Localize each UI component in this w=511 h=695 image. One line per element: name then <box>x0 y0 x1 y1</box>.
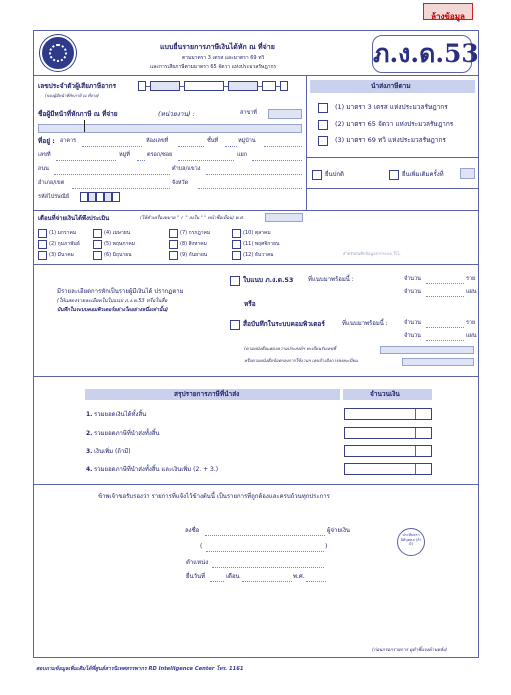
media-pages-count-label: จำนวน <box>404 333 421 339</box>
form-code-box <box>372 35 479 73</box>
month-label-3: (3) มีนาคม <box>49 252 74 258</box>
position-label: ตำแหน่ง <box>186 559 209 566</box>
total-tax-input[interactable] <box>344 427 432 439</box>
attachment-media-label: สื่อบันทึกในระบบคอมพิวเตอร์ <box>243 320 325 328</box>
summary-row-4-no: 4. <box>86 466 93 473</box>
payer-label: ผู้จ่ายเงิน <box>327 527 350 534</box>
summary-row-3-no: 3. <box>86 448 93 455</box>
certification-text: ข้าพเจ้าขอรับรองว่า รายการที่แจ้งไว้ข้างต้นนี้ เป็นรายการที่ถูกต้องและครบถ้วนทุกประการ <box>98 493 330 500</box>
month-checkbox-6[interactable] <box>93 251 102 260</box>
month-sign-label: เดือน <box>226 573 240 580</box>
month-label-12: (12) ธันวาคม <box>243 252 274 258</box>
postcode-label: รหัสไปรษณีย์ <box>38 194 70 200</box>
attachment-sheet-suffix: ที่แนบมาพร้อมนี้ : <box>308 276 354 283</box>
district-field <box>72 188 170 189</box>
additional-filing-label: ยื่นเพิ่มเติมครั้งที่ <box>402 171 444 178</box>
month-checkbox-1[interactable] <box>38 229 47 238</box>
attachment-divider <box>33 376 479 377</box>
text-cursor <box>84 120 85 132</box>
summary-divider <box>33 484 479 485</box>
reference-number-input[interactable] <box>402 358 474 366</box>
attachment-footnote-1: (ตามหนังสือแสดงความประสงค์ฯ ทะเบียนรับเลขที่ <box>244 347 337 352</box>
attachment-intro-3: บันทึกในระบบคอมพิวเตอร์อย่างใดอย่างหนึ่งเท่านั้น) <box>57 307 169 313</box>
header-divider <box>33 75 479 76</box>
tax-id-input[interactable] <box>138 81 302 91</box>
postcode-input[interactable] <box>80 192 120 202</box>
month-label-11: (11) พฤศจิกายน <box>243 241 280 247</box>
tax-id-label: เลขประจำตัวผู้เสียภาษีอากร <box>38 82 117 90</box>
address-label: ที่อยู่ : <box>38 137 55 145</box>
section-69-tawi-label: (3) มาตรา 69 ทวิ แห่งประมวลรัษฎากร <box>335 136 446 144</box>
year-input[interactable] <box>265 213 303 222</box>
month-label-7: (7) กรกฎาคม <box>180 230 211 236</box>
section-3-tres-label: (1) มาตรา 3 เตรส แห่งประมวลรัษฎากร <box>335 103 448 111</box>
month-checkbox-8[interactable] <box>169 240 178 249</box>
alley-field <box>178 160 234 161</box>
road-field <box>54 174 170 175</box>
section-65-jatwa-label: (2) มาตรา 65 จัตวา แห่งประมวลรัษฎากร <box>335 120 454 128</box>
month-label-5: (5) พฤษภาคม <box>104 241 136 247</box>
middle-divider <box>306 75 307 210</box>
building-field <box>82 146 142 147</box>
instructions-note: (ก่อนกรอกรายการ ดูคำชี้แจงด้านหลัง) <box>372 648 447 653</box>
submit-header: นำส่งภาษีตาม <box>371 82 411 90</box>
date-field <box>210 581 224 582</box>
date-label: ยื่นวันที่ <box>186 573 206 580</box>
summary-row-1-label: รวมยอดเงินได้ทั้งสิ้น <box>94 411 147 418</box>
sign-field <box>205 535 325 536</box>
sheet-pages-unit: แผ่น <box>466 289 477 295</box>
month-checkbox-2[interactable] <box>38 240 47 249</box>
year-sign-field <box>306 581 326 582</box>
sheet-items-unit: ราย <box>466 276 476 282</box>
surcharge-input[interactable] <box>344 445 432 457</box>
summary-row-4-label: รวมยอดภาษีที่นำส่งทั้งสิ้น และเงินเพิ่ม (2. + 3.) <box>94 466 219 473</box>
year-sign-label: พ.ศ. <box>293 573 305 580</box>
filing-type-divider-top <box>306 157 479 158</box>
section-3-tres-checkbox[interactable] <box>318 103 328 113</box>
grand-total-input[interactable] <box>344 463 432 475</box>
province-field <box>198 188 302 189</box>
media-items-unit: ราย <box>466 320 476 326</box>
month-label-10: (10) ตุลาคม <box>243 230 271 236</box>
summary-header: สรุปรายการภาษีที่นำส่ง <box>174 390 240 398</box>
payer-name-label: ชื่อผู้มีหน้าที่หักภาษี ณ ที่จ่าย <box>38 110 118 118</box>
attachment-sheet-label: ใบแนบ ภ.ง.ด.53 <box>243 276 294 284</box>
address-divider <box>33 210 479 211</box>
moo-field <box>137 160 145 161</box>
summary-row-2-label: รวมยอดภาษีที่นำส่งทั้งสิ้น <box>94 430 160 437</box>
month-checkbox-9[interactable] <box>169 251 178 260</box>
attachment-or-label: หรือ <box>244 300 256 308</box>
tax-id-note: (ของผู้มีหน้าที่หักภาษี ณ ที่จ่าย) <box>45 93 99 98</box>
sign-label: ลงชื่อ <box>185 527 200 534</box>
media-pages-unit: แผ่น <box>466 333 477 339</box>
attachment-intro-1: มีรายละเอียดการหักเป็นรายผู้มีเงินได้ ปรากฏตาม <box>57 288 184 295</box>
branch-label: สาขาที่ <box>240 110 257 116</box>
month-label-2: (2) กุมภาพันธ์ <box>49 241 80 247</box>
subdistrict-field <box>206 174 302 175</box>
months-note: (ให้ทำเครื่องหมาย " ✓ " ลงใน " " หน้าชื่อเดือน) พ.ศ. <box>140 216 245 221</box>
months-label: เดือนที่จ่ายเงินได้พึงประเมิน <box>38 215 110 222</box>
section-65-jatwa-checkbox[interactable] <box>318 120 328 130</box>
attachment-media-checkbox[interactable] <box>230 320 240 330</box>
month-label-9: (9) กันยายน <box>180 252 208 258</box>
media-pages-count-field <box>426 340 464 341</box>
position-field <box>212 567 324 568</box>
footer-contact: สอบถามข้อมูลเพิ่มเติมได้ที่ศูนย์สารนิเทศสรรพากร RD Intelligence Center โทร. 1161 <box>36 666 244 672</box>
road-label: ถนน <box>38 166 49 172</box>
summary-row-2-no: 2. <box>86 430 93 437</box>
junction-field <box>252 160 302 161</box>
normal-filing-label: ยื่นปกติ <box>325 171 344 178</box>
month-checkbox-11[interactable] <box>232 240 241 249</box>
month-sign-field <box>242 581 292 582</box>
building-label: อาคาร <box>60 138 77 144</box>
village-field <box>264 146 302 147</box>
form-title: แบบยื่นรายการภาษีเงินได้หัก ณ ที่จ่าย <box>160 43 275 51</box>
district-label: อำเภอ/เขต <box>38 180 65 186</box>
month-label-1: (1) มกราคม <box>49 230 77 236</box>
month-checkbox-12[interactable] <box>232 251 241 260</box>
revenue-dept-logo <box>40 35 76 71</box>
amount-header: จำนวนเงิน <box>370 390 400 398</box>
summary-row-3-label: เงินเพิ่ม (ถ้ามี) <box>94 448 131 455</box>
attachment-footnote-2: หรือตามหนังสือข้อตกลงการใช้งานฯ เลขอ้างอิงการลงทะเบียน <box>244 359 358 364</box>
month-checkbox-5[interactable] <box>93 240 102 249</box>
floor-label: ชั้นที่ <box>207 138 219 144</box>
officer-note: สำหรับบันทึกข้อมูลจากระบบ TCL <box>343 251 401 256</box>
form-subtitle-1: ตามมาตรา 3 เตรส และมาตรา 69 ทวิ <box>182 55 265 61</box>
attachment-media-suffix: ที่แนบมาพร้อมนี้ : <box>342 320 388 327</box>
junction-label: แยก <box>237 152 248 158</box>
media-items-count-field <box>426 327 464 328</box>
name-paren-open: ( <box>200 543 203 550</box>
name-paren-close: ) <box>325 543 328 550</box>
payer-name-note: (หน่วยงาน) : <box>158 110 195 118</box>
province-label: จังหวัด <box>172 180 189 186</box>
additional-filing-checkbox[interactable] <box>389 170 399 180</box>
seal-text: ประทับตรา นิติบุคคล (ถ้ามี) <box>400 533 422 546</box>
form-code: ภ.ง.ด.53 <box>373 39 479 68</box>
months-divider <box>33 264 479 265</box>
company-seal-placeholder <box>397 528 425 556</box>
number-field <box>56 160 116 161</box>
attachment-sheet-checkbox[interactable] <box>230 276 240 286</box>
moo-label: หมู่ที่ <box>119 152 130 158</box>
registration-number-input[interactable] <box>380 346 474 354</box>
clear-data-button[interactable] <box>423 3 473 20</box>
floor-field <box>225 146 237 147</box>
month-label-4: (4) เมษายน <box>104 230 131 236</box>
room-field <box>178 146 204 147</box>
filing-type-divider-bottom <box>306 188 479 189</box>
month-checkbox-10[interactable] <box>232 229 241 238</box>
month-label-8: (8) สิงหาคม <box>180 241 207 247</box>
sheet-pages-count-field <box>426 296 464 297</box>
form-subtitle-2: และการเสียภาษีตามมาตรา 65 จัตวา แห่งประมวลรัษฎากร <box>150 64 277 70</box>
subdistrict-label: ตำบล/แขวง <box>172 166 201 172</box>
alley-label: ตรอก/ซอย <box>147 152 173 158</box>
additional-filing-number[interactable] <box>460 168 475 179</box>
sheet-items-count-label: จำนวน <box>404 276 421 282</box>
month-checkbox-7[interactable] <box>169 229 178 238</box>
attachment-intro-2: (ให้แสดงรายละเอียดในใบแนบ ภ.ง.ด.53 หรือในสื่อ <box>57 298 168 304</box>
section-69-tawi-checkbox[interactable] <box>318 136 328 146</box>
summary-row-1-no: 1. <box>86 411 93 418</box>
room-label: ห้องเลขที่ <box>146 138 169 144</box>
number-label: เลขที่ <box>38 152 51 158</box>
month-checkbox-3[interactable] <box>38 251 47 260</box>
payer-name-input[interactable] <box>38 124 302 133</box>
village-label: หมู่บ้าน <box>238 138 256 144</box>
clear-data-label: ล้างข้อมูล <box>431 12 465 21</box>
sheet-items-count-field <box>426 283 464 284</box>
total-income-input[interactable] <box>344 408 432 420</box>
branch-input[interactable] <box>268 109 302 119</box>
normal-filing-checkbox[interactable] <box>312 170 322 180</box>
month-checkbox-4[interactable] <box>93 229 102 238</box>
printed-name-field <box>206 551 324 552</box>
month-label-6: (6) มิถุนายน <box>104 252 132 258</box>
sheet-pages-count-label: จำนวน <box>404 289 421 295</box>
media-items-count-label: จำนวน <box>404 320 421 326</box>
